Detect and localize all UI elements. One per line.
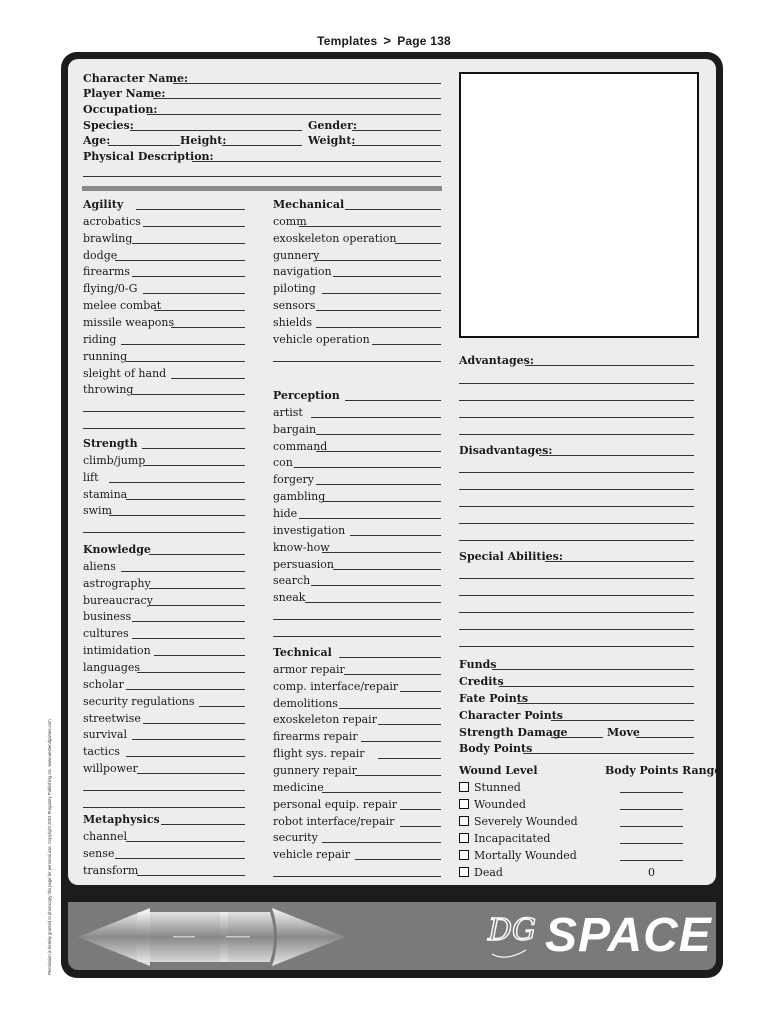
skill-value-field[interactable] (132, 243, 245, 244)
skill-label: throwing (83, 383, 134, 397)
advantages-label-field[interactable] (525, 365, 694, 366)
wound-range-field[interactable] (620, 826, 683, 827)
skill-label: personal equip. repair (273, 797, 398, 811)
attribute-value-field[interactable] (149, 554, 245, 555)
skill-value-field[interactable] (137, 875, 245, 876)
svg-text:DG: DG (488, 913, 537, 948)
blank-skill-line[interactable] (273, 619, 441, 620)
occupation-label: Occupation: (83, 103, 158, 116)
skill-label: swim (83, 504, 113, 518)
wound-range-field[interactable] (620, 809, 683, 810)
skill-label: demolitions (273, 696, 338, 710)
skill-value-field[interactable] (171, 378, 245, 379)
blank-line[interactable] (459, 646, 694, 647)
blank-line[interactable] (459, 434, 694, 435)
skill-value-field[interactable] (115, 260, 245, 261)
skill-value-field[interactable] (395, 243, 441, 244)
blank-skill-line[interactable] (273, 636, 441, 637)
skill-label: gunnery repair (273, 763, 357, 777)
skill-value-field[interactable] (154, 310, 245, 311)
attribute-value-field[interactable] (345, 400, 441, 401)
strength-damage-label: Strength Damage (459, 726, 568, 739)
funds-label-field[interactable] (492, 669, 694, 670)
skill-label: bargain (273, 422, 317, 436)
skill-label: command (273, 439, 328, 453)
blank-line[interactable] (459, 400, 694, 401)
skill-value-field[interactable] (143, 465, 245, 466)
wound-checkbox[interactable] (459, 816, 469, 826)
wound-checkbox[interactable] (459, 833, 469, 843)
age-label: Age: (83, 134, 111, 147)
skill-label: sleight of hand (83, 366, 167, 380)
attribute-title: Knowledge (83, 543, 151, 556)
skill-value-field[interactable] (126, 499, 245, 500)
skill-value-field[interactable] (299, 226, 441, 227)
skill-label: hide (273, 506, 298, 520)
skill-value-field[interactable] (143, 226, 245, 227)
skill-value-field[interactable] (339, 708, 441, 709)
blank-line[interactable] (459, 489, 694, 490)
skill-label: business (83, 610, 132, 624)
skill-value-field[interactable] (171, 327, 245, 328)
skill-label: vehicle operation (273, 332, 370, 346)
skill-value-field[interactable] (322, 842, 441, 843)
occupation-field[interactable] (147, 114, 441, 115)
skill-value-field[interactable] (132, 394, 245, 395)
skill-label: gunnery (273, 248, 320, 262)
skill-label: willpower (83, 762, 138, 776)
skill-label: robot interface/repair (273, 814, 395, 828)
skill-value-field[interactable] (333, 276, 441, 277)
wound-checkbox[interactable] (459, 867, 469, 877)
gender-label: Gender: (308, 119, 357, 132)
skill-label: riding (83, 332, 117, 346)
skill-label: firearms (83, 265, 130, 279)
wound-level-label: Wounded (474, 798, 526, 811)
permission-notice: Permission is hereby granted to photocopy this page for personal use. Copyright 2004 Purgatory Publishing Inc. www.westendgames.com (47, 719, 52, 975)
attribute-value-field[interactable] (161, 824, 245, 825)
wound-checkbox[interactable] (459, 850, 469, 860)
skill-value-field[interactable] (378, 724, 441, 725)
attribute-value-field[interactable] (339, 657, 441, 658)
blank-line[interactable] (459, 629, 694, 630)
skill-value-field[interactable] (132, 739, 245, 740)
skill-value-field[interactable] (299, 518, 441, 519)
skill-value-field[interactable] (154, 655, 245, 656)
previous-page-arrow-icon[interactable] (78, 908, 228, 966)
skill-label: climb/jump (83, 453, 146, 467)
wound-level-label: Stunned (474, 781, 521, 794)
skill-label: running (83, 349, 128, 363)
attribute-title: Strength (83, 437, 138, 450)
age-field[interactable] (108, 145, 180, 146)
skill-value-field[interactable] (126, 689, 245, 690)
skill-label: brawling (83, 231, 133, 245)
skill-label: stamina (83, 487, 128, 501)
next-page-arrow-icon[interactable] (220, 908, 345, 966)
skill-label: languages (83, 660, 141, 674)
page-header (0, 33, 768, 48)
skill-value-field[interactable] (400, 691, 441, 692)
skill-label: dodge (83, 248, 118, 262)
skill-value-field[interactable] (126, 841, 245, 842)
skill-value-field[interactable] (132, 621, 245, 622)
attribute-value-field[interactable] (142, 448, 245, 449)
body-points-label-field[interactable] (523, 753, 694, 754)
section-divider (82, 186, 442, 191)
skill-label: comm (273, 214, 307, 228)
skill-value-field[interactable] (294, 467, 441, 468)
skill-label: security (273, 831, 318, 845)
skill-label: bureaucracy (83, 593, 153, 607)
player-name-field[interactable] (153, 98, 441, 99)
skill-value-field[interactable] (316, 484, 441, 485)
skill-value-field[interactable] (378, 758, 441, 759)
disadvantages-label-field[interactable] (539, 455, 694, 456)
skill-value-field[interactable] (333, 569, 441, 570)
skill-value-field[interactable] (121, 344, 245, 345)
skill-label: scholar (83, 677, 124, 691)
skill-value-field[interactable] (355, 775, 441, 776)
attribute-title: Agility (83, 198, 124, 211)
skill-label: missile weapons (83, 315, 175, 329)
skill-value-field[interactable] (350, 535, 441, 536)
wound-level-label: Mortally Wounded (474, 849, 577, 862)
attribute-title: Metaphysics (83, 813, 160, 826)
skill-value-field[interactable] (316, 451, 441, 452)
skill-label: sense (83, 846, 115, 860)
skill-label: transform (83, 863, 139, 877)
skill-label: lift (83, 470, 99, 484)
space-logo-text: SPACE (545, 909, 712, 962)
character-name-label: Character Name: (83, 72, 189, 85)
skill-label: melee combat (83, 299, 162, 313)
skill-label: con (273, 456, 293, 470)
skill-label: gambling (273, 490, 326, 504)
skill-value-field[interactable] (311, 417, 441, 418)
skill-label: flying/0-G (83, 282, 138, 296)
wound-level-label: Incapacitated (474, 832, 551, 845)
skill-label: artist (273, 405, 303, 419)
player-name-label: Player Name: (83, 87, 166, 100)
wound-range-field[interactable] (620, 843, 683, 844)
skill-label: aliens (83, 559, 116, 573)
blank-line[interactable] (459, 523, 694, 524)
advantages-label: Advantages: (459, 354, 534, 367)
skill-label: armor repair (273, 662, 345, 676)
special-abilities-label-field[interactable] (545, 561, 694, 562)
blank-skill-line[interactable] (83, 532, 245, 533)
wound-level-label: Severely Wounded (474, 815, 578, 828)
blank-line[interactable] (459, 506, 694, 507)
skill-value-field[interactable] (400, 826, 441, 827)
character-name-field[interactable] (173, 83, 441, 84)
skill-label: forgery (273, 473, 314, 487)
skill-label: cultures (83, 627, 129, 641)
skill-value-field[interactable] (316, 260, 441, 261)
skill-value-field[interactable] (316, 310, 441, 311)
move-label: Move (607, 726, 640, 739)
skill-label: intimidation (83, 644, 151, 658)
weight-field[interactable] (352, 145, 441, 146)
physical-description-field[interactable] (192, 161, 441, 162)
skill-value-field[interactable] (137, 672, 245, 673)
wound-range-field[interactable] (620, 792, 683, 793)
skill-value-field[interactable] (126, 361, 245, 362)
height-label: Height: (180, 134, 227, 147)
character-points-label-field[interactable] (551, 720, 694, 721)
skill-label: sneak (273, 591, 306, 605)
funds-label: Funds (459, 658, 497, 671)
skill-label: exoskeleton operation (273, 231, 397, 245)
skill-label: persuasion (273, 557, 334, 571)
skill-label: exoskeleton repair (273, 713, 377, 727)
skill-value-field[interactable] (322, 293, 441, 294)
skill-value-field[interactable] (132, 276, 245, 277)
skill-value-field[interactable] (305, 602, 441, 603)
attribute-value-field[interactable] (345, 209, 441, 210)
skill-label: flight sys. repair (273, 747, 365, 761)
skill-value-field[interactable] (361, 741, 441, 742)
attribute-title: Perception (273, 389, 340, 402)
body-points-range-heading: Body Points Range (605, 764, 722, 777)
skill-label: tactics (83, 745, 120, 759)
skill-label: channel (83, 829, 127, 843)
skill-value-field[interactable] (149, 605, 245, 606)
blank-skill-line[interactable] (273, 361, 441, 362)
fate-points-label: Fate Points (459, 692, 529, 705)
dead-range-value: 0 (648, 866, 655, 879)
skill-value-field[interactable] (316, 327, 441, 328)
species-label: Species: (83, 119, 134, 132)
header-page: Page 138 (397, 34, 451, 48)
attribute-title: Mechanical (273, 198, 345, 211)
header-section: Templates (317, 34, 378, 48)
skill-value-field[interactable] (137, 773, 245, 774)
header-separator: > (383, 33, 392, 48)
skill-label: shields (273, 315, 312, 329)
special-abilities-label: Special Abilities: (459, 550, 563, 563)
skill-value-field[interactable] (132, 638, 245, 639)
blank-line[interactable] (459, 383, 694, 384)
wound-range-field[interactable] (620, 860, 683, 861)
skill-value-field[interactable] (149, 588, 245, 589)
skill-label: firearms repair (273, 730, 358, 744)
attribute-value-field[interactable] (136, 209, 245, 210)
skill-label: know-how (273, 540, 330, 554)
skill-label: streetwise (83, 711, 141, 725)
strength-damage-field[interactable] (551, 737, 603, 738)
blank-skill-line[interactable] (273, 876, 441, 877)
blank-skill-line[interactable] (83, 807, 245, 808)
blank-skill-line[interactable] (83, 411, 245, 412)
skill-value-field[interactable] (344, 674, 441, 675)
dg-logo-icon (486, 910, 544, 966)
height-field[interactable] (222, 145, 302, 146)
skill-value-field[interactable] (322, 501, 441, 502)
skill-label: acrobatics (83, 214, 141, 228)
skill-value-field[interactable] (316, 434, 441, 435)
skill-label: astrography (83, 576, 151, 590)
move-field[interactable] (636, 737, 694, 738)
skill-value-field[interactable] (121, 571, 245, 572)
fate-points-label-field[interactable] (517, 703, 694, 704)
skill-label: medicine (273, 780, 324, 794)
physical-description-label: Physical Description: (83, 150, 214, 163)
skill-value-field[interactable] (199, 706, 245, 707)
skill-label: security regulations (83, 694, 195, 708)
skill-value-field[interactable] (143, 723, 245, 724)
species-field[interactable] (130, 130, 302, 131)
skill-value-field[interactable] (126, 756, 245, 757)
skill-value-field[interactable] (109, 482, 245, 483)
blank-line[interactable] (459, 578, 694, 579)
character-portrait-box[interactable] (459, 72, 699, 338)
credits-label: Credits (459, 675, 504, 688)
body-points-label: Body Points (459, 742, 533, 755)
blank-line[interactable] (459, 417, 694, 418)
wound-checkbox[interactable] (459, 782, 469, 792)
wound-level-label: Dead (474, 866, 503, 879)
credits-label-field[interactable] (499, 686, 694, 687)
skill-label: sensors (273, 299, 316, 313)
blank-line[interactable] (459, 595, 694, 596)
skill-value-field[interactable] (311, 585, 441, 586)
skill-value-field[interactable] (109, 515, 245, 516)
blank-skill-line[interactable] (83, 428, 245, 429)
weight-label: Weight: (308, 134, 356, 147)
blank-line[interactable] (459, 472, 694, 473)
character-points-label: Character Points (459, 709, 563, 722)
blank-skill-line[interactable] (83, 790, 245, 791)
skill-label: comp. interface/repair (273, 679, 399, 693)
blank-line[interactable] (459, 540, 694, 541)
wound-checkbox[interactable] (459, 799, 469, 809)
skill-value-field[interactable] (143, 293, 245, 294)
skill-label: piloting (273, 282, 316, 296)
skill-label: navigation (273, 265, 332, 279)
skill-value-field[interactable] (322, 792, 441, 793)
skill-value-field[interactable] (372, 344, 441, 345)
skill-label: investigation (273, 523, 346, 537)
physical-description-field-2[interactable] (83, 176, 441, 177)
skill-label: search (273, 574, 311, 588)
skill-value-field[interactable] (400, 809, 441, 810)
attribute-title: Technical (273, 646, 332, 659)
disadvantages-label: Disadvantages: (459, 444, 553, 457)
blank-line[interactable] (459, 612, 694, 613)
skill-value-field[interactable] (355, 859, 441, 860)
skill-value-field[interactable] (322, 552, 441, 553)
skill-label: survival (83, 728, 128, 742)
gender-field[interactable] (352, 130, 441, 131)
wound-level-heading: Wound Level (459, 764, 538, 777)
skill-label: vehicle repair (273, 848, 351, 862)
skill-value-field[interactable] (115, 858, 245, 859)
